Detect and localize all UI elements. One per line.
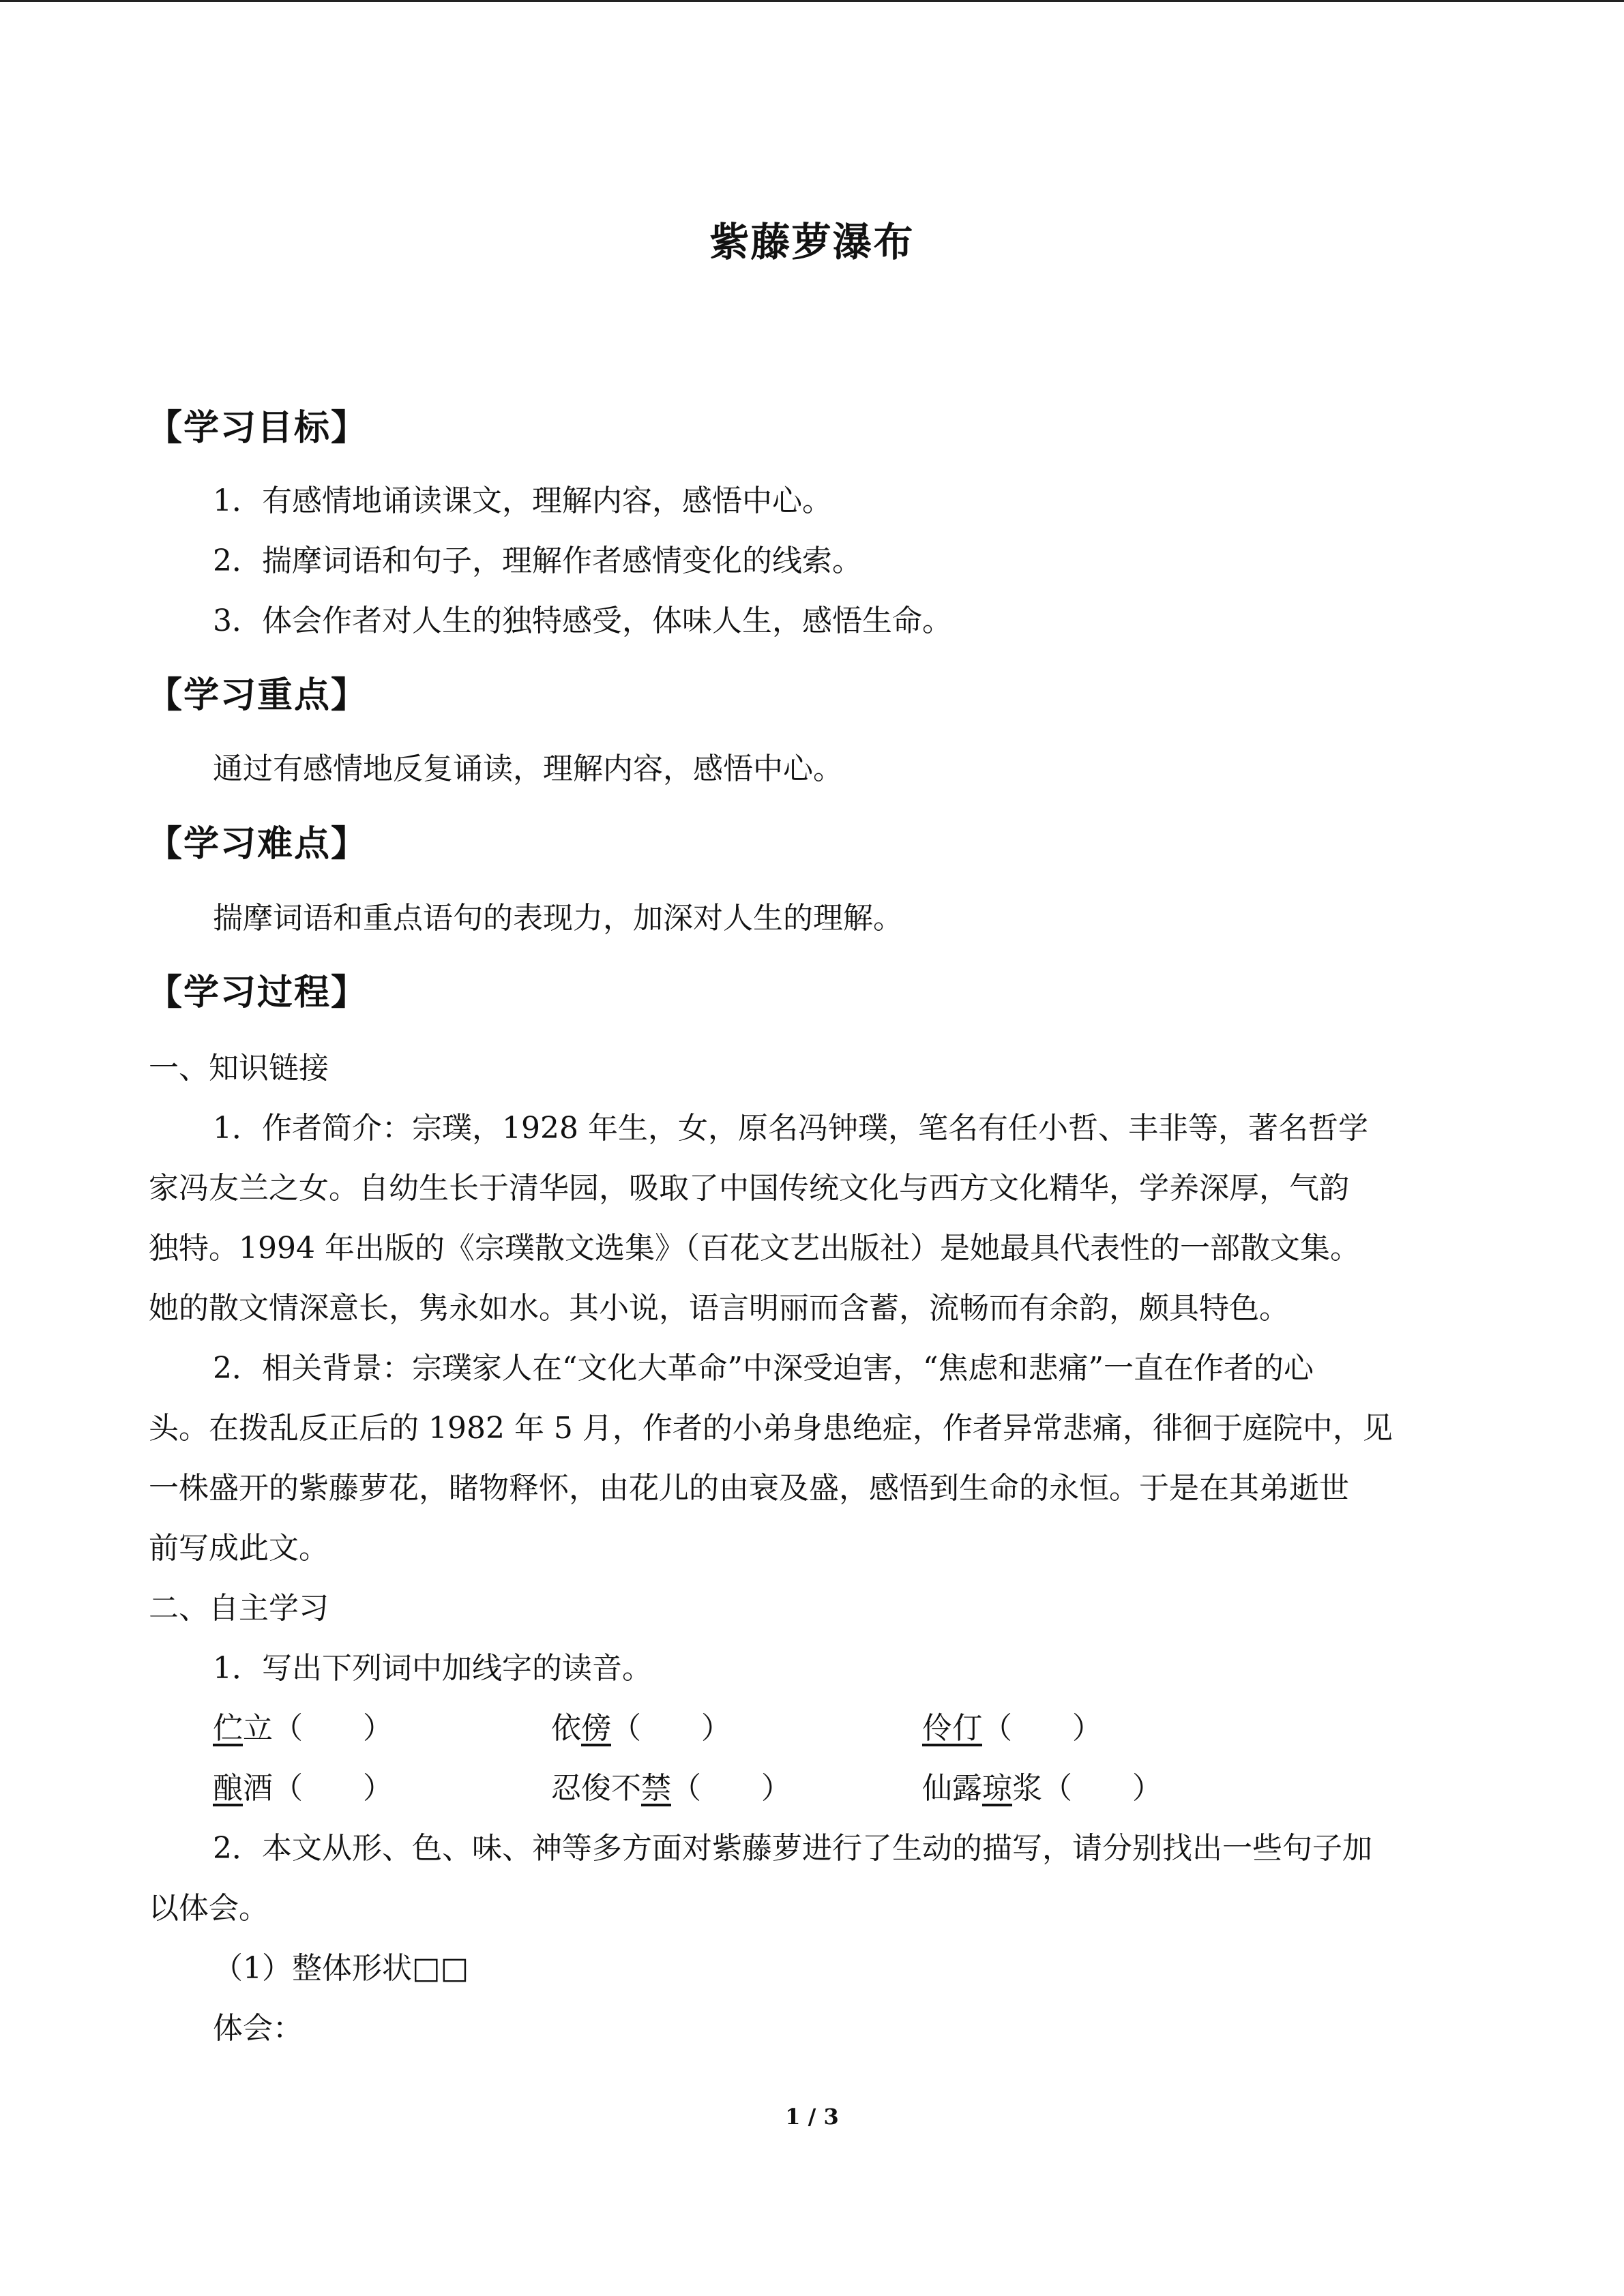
bio-line-1: 1．作者简介：宗璞，1928 年生，女，原名冯钟璞，笔名有任小哲、丰非等，著名哲学 bbox=[213, 1111, 1368, 1146]
insight-label: 体会： bbox=[213, 2011, 303, 2046]
background-line-4: 前写成此文。 bbox=[149, 1531, 329, 1566]
question-2-line-1: 2．本文从形、色、味、神等多方面对紫藤萝进行了生动的描写，请分别找出一些句子加 bbox=[213, 1831, 1372, 1866]
heading-difficulty: 【学习难点】 bbox=[147, 824, 368, 865]
underlined-char: 伶仃 bbox=[922, 1711, 982, 1746]
question-2-sub-1: （1）整体形状□□ bbox=[213, 1951, 469, 1986]
word-item-3: 伶仃（ ） bbox=[922, 1711, 1102, 1746]
word-item-6: 仙露琼浆（ ） bbox=[922, 1771, 1162, 1806]
part1-label: 一、知识链接 bbox=[149, 1051, 329, 1086]
goal-item-1: 1．有感情地诵读课文，理解内容，感悟中心。 bbox=[213, 483, 832, 518]
question-2-line-2: 以体会。 bbox=[149, 1891, 269, 1926]
key-text: 通过有感情地反复诵读，理解内容，感悟中心。 bbox=[213, 751, 843, 786]
part2-label: 二、自主学习 bbox=[149, 1591, 329, 1626]
goal-item-2: 2．揣摩词语和句子，理解作者感情变化的线索。 bbox=[213, 543, 862, 578]
word-item-2: 依傍（ ） bbox=[551, 1711, 731, 1746]
heading-goals: 【学习目标】 bbox=[147, 408, 368, 449]
bio-line-4: 她的散文情深意长，隽永如水。其小说，语言明丽而含蓄，流畅而有余韵，颇具特色。 bbox=[149, 1291, 1289, 1326]
underlined-char: 琼 bbox=[982, 1771, 1012, 1806]
background-line-1: 2．相关背景：宗璞家人在“文化大革命”中深受迫害，“焦虑和悲痛”一直在作者的心 bbox=[213, 1351, 1314, 1386]
background-line-3: 一株盛开的紫藤萝花，睹物释怀，由花儿的由衰及盛，感悟到生命的永恒。于是在其弟逝世 bbox=[149, 1471, 1349, 1506]
difficulty-text: 揣摩词语和重点语句的表现力，加深对人生的理解。 bbox=[213, 901, 903, 936]
word-item-1: 伫立（ ） bbox=[213, 1711, 393, 1746]
heading-process: 【学习过程】 bbox=[147, 972, 368, 1013]
underlined-char: 禁 bbox=[641, 1771, 671, 1806]
underlined-char: 傍 bbox=[581, 1711, 611, 1746]
page-number: 1 / 3 bbox=[785, 2104, 839, 2130]
background-line-2: 头。在拨乱反正后的 1982 年 5 月，作者的小弟身患绝症，作者异常悲痛，徘徊于庭院中，见 bbox=[149, 1411, 1393, 1446]
goal-item-3: 3．体会作者对人生的独特感受，体味人生，感悟生命。 bbox=[213, 603, 952, 638]
heading-key: 【学习重点】 bbox=[147, 675, 368, 716]
bio-line-3: 独特。1994 年出版的《宗璞散文选集》（百花文艺出版社）是她最具代表性的一部散文集。 bbox=[149, 1231, 1360, 1266]
top-border bbox=[0, 0, 1624, 2]
document-title: 紫藤萝瀑布 bbox=[709, 219, 915, 265]
bio-line-2: 家冯友兰之女。自幼生长于清华园，吸取了中国传统文化与西方文化精华，学养深厚，气韵 bbox=[149, 1171, 1349, 1206]
word-item-4: 酿酒（ ） bbox=[213, 1771, 393, 1806]
word-item-5: 忍俊不禁（ ） bbox=[551, 1771, 791, 1806]
underlined-char: 伫 bbox=[213, 1711, 243, 1746]
underlined-char: 酿 bbox=[213, 1771, 243, 1806]
question-1: 1．写出下列词中加线字的读音。 bbox=[213, 1651, 652, 1686]
